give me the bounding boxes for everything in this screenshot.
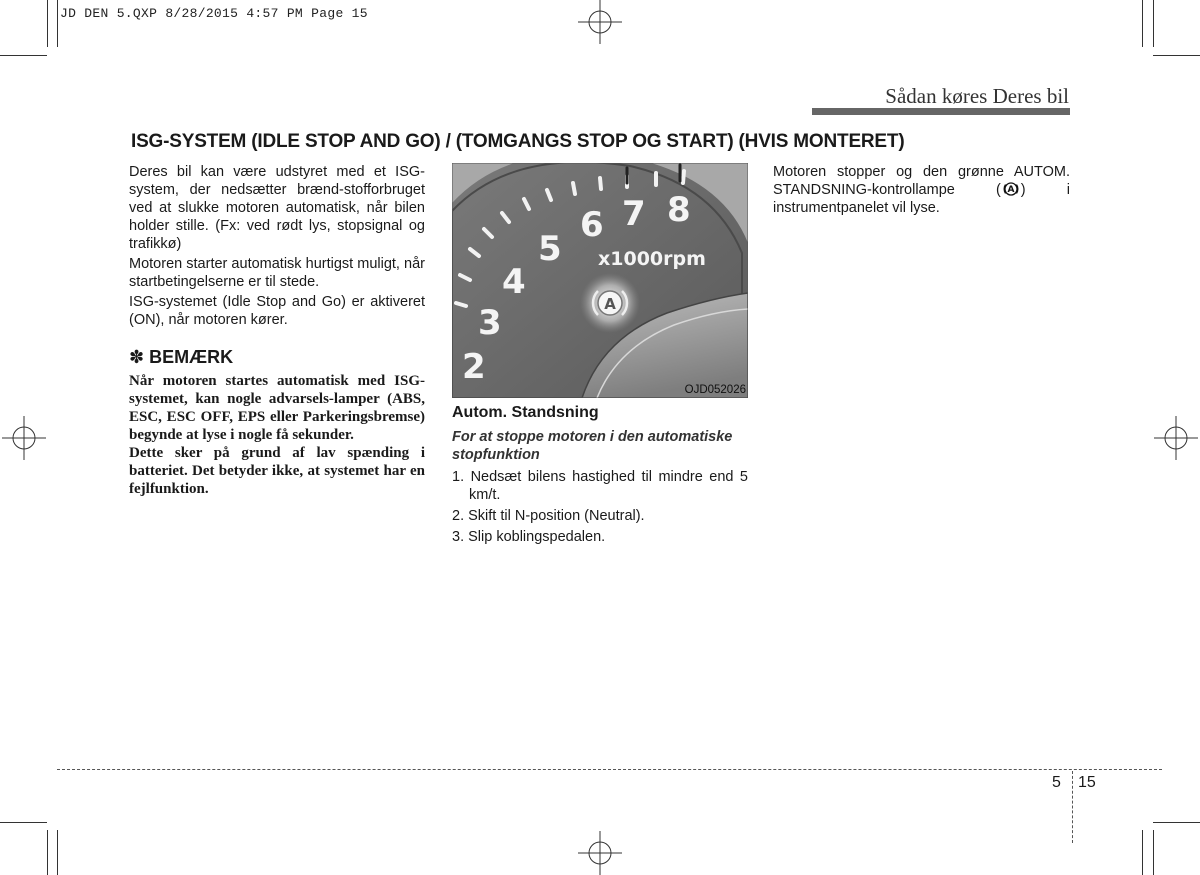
tachometer-illustration <box>452 163 748 398</box>
step-item: 1. Nedsæt bilens hastighed til mindre end 5 km/t. <box>452 469 748 503</box>
left-column <box>129 163 425 498</box>
svg-text:A: A <box>1007 185 1015 196</box>
footer-divider <box>57 769 1162 770</box>
page-heading: ISG-SYSTEM (IDLE STOP AND GO) / (TOMGANGS STOP OG START) (HVIS MONTERET) <box>131 131 905 152</box>
auto-stop-italic-heading: For at stoppe motoren i den automatiske stopfunktion <box>452 429 733 463</box>
middle-column <box>452 404 748 549</box>
rpm-number: 6 <box>580 205 604 245</box>
auto-stop-lamp-icon <box>1003 181 1019 197</box>
indicator-paragraph <box>773 163 1070 217</box>
auto-stop-steps <box>452 468 748 546</box>
rpm-number: 8 <box>667 190 691 230</box>
figure-code: OJD052026 <box>684 384 746 396</box>
step-item: 3. Slip koblingspedalen. <box>452 529 606 545</box>
tachometer-figure <box>452 163 748 398</box>
rpm-number: 3 <box>478 303 502 343</box>
auto-stop-subheading: Autom. Standsning <box>452 404 599 421</box>
registration-mark-top <box>578 0 622 44</box>
step-item: 2. Skift til N-position (Neutral). <box>452 508 645 524</box>
rpm-unit-label: x1000rpm <box>598 248 706 270</box>
registration-mark-right <box>1154 416 1198 460</box>
note-paragraph-2: Dette sker på grund af lav spænding i batteriet. Det betyder ikke, at systemet har en fejlfunktion. <box>129 445 425 497</box>
activation-paragraph: ISG-systemet (Idle Stop and Go) er aktiveret (ON), når motoren kører. <box>129 294 425 328</box>
right-column <box>773 163 1070 217</box>
intro-paragraph: Deres bil kan være udstyret med et ISG-system, der nedsætter brænd-stofforbruget ved at slukke motoren automatisk, når bilen holder stille. (Fx: ved rødt lys, stopsignal og trafikkø) <box>129 164 425 252</box>
note-paragraph-1: Når motoren startes automatisk med ISG-systemet, kan nogle advarsels-lamper (ABS, ESC, ESC OFF, EPS eller Parkeringsbremse) begynde at lyse i nogle få sekunder. <box>129 373 425 443</box>
restart-paragraph: Motoren starter automatisk hurtigst muligt, når startbetingelserne er til stede. <box>129 256 425 290</box>
rpm-number: 2 <box>462 347 486 387</box>
print-slug: JD DEN 5.QXP 8/28/2015 4:57 PM Page 15 <box>60 6 368 21</box>
rpm-number: 7 <box>622 194 646 234</box>
svg-text:A: A <box>604 295 616 313</box>
page-number: 15 <box>1078 774 1096 791</box>
registration-mark-bottom <box>578 831 622 875</box>
footer-page-divider <box>1072 771 1073 843</box>
section-title: Sådan køres Deres bil <box>885 84 1069 108</box>
note-heading: ✽ BEMÆRK <box>129 347 234 367</box>
indicator-text-after: ) i instrumentpanelet vil lyse. <box>773 182 1070 216</box>
rpm-number: 4 <box>502 262 526 302</box>
chapter-number: 5 <box>1052 774 1061 791</box>
section-title-bar <box>812 108 1070 115</box>
registration-mark-left <box>2 416 46 460</box>
indicator-text-before: Motoren stopper og den grønne AUTOM. STANDSNING-kontrollampe ( <box>773 164 1070 198</box>
rpm-number: 5 <box>538 229 562 269</box>
